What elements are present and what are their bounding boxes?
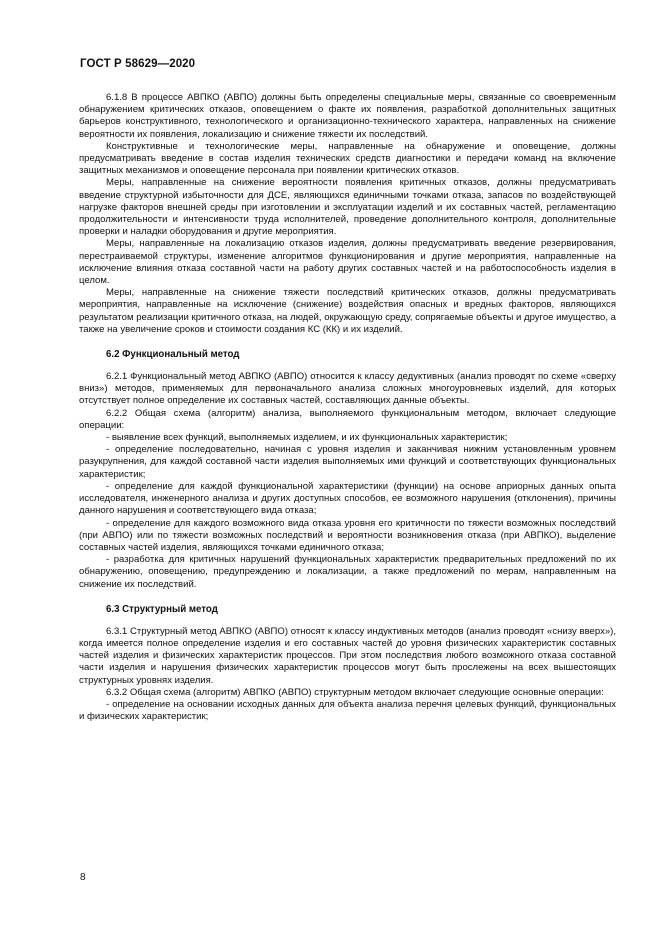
paragraph: 6.2.2 Общая схема (алгоритм) анализа, выполняемого функциональным методом, включает следующие операции: xyxy=(79,407,616,431)
paragraph: Меры, направленные на снижение тяжести последствий критических отказов, должны предусматривать мероприятия, направленные на исключение (снижение) воздействия опасных и вредных факторов, являющихся результатом реализации критичного отказа, на людей, окружающую среду, сопрягаемые объекты и другое имущество, а также на увеличение сроков и стоимости создания КС (КК) и их изделий. xyxy=(79,287,616,335)
paragraph: Меры, направленные на локализацию отказов изделия, должны предусматривать введение резервирования, перестраиваемой структуры, изменение алгоритмов функционирования и другие мероприятия, направленные на исключение влияния отказа составной части на работу других составных частей и на работоспособность изделия в целом. xyxy=(79,238,616,287)
list-item: - определение последовательно, начиная с уровня изделия и заканчивая нижним установленным уровнем разукрупнения, для каждой составной части изделия выполняемых ими функций и соответствующих функциональных характеристик; xyxy=(79,444,616,480)
paragraph: 6.1.8 В процессе АВПКО (АВПО) должны быть определены специальные меры, связанные со своевременным обнаружением критических отказов, оповещением о факте их появления, разработкой дополнительных защитных барьеров конструктивного, технологического и организационно-технического характера, направленных на снижение вероятности их появления, локализацию и снижение тяжести их последствий. xyxy=(79,92,616,140)
list-item: - определение для каждого возможного вида отказа уровня его критичности по тяжести возможных последствий (при АВПО) или по тяжести возможных последствий и вероятности возникновения отказа (при АВПКО), выделение составных частей изделия, являющихся точками единичного отказа; xyxy=(79,517,616,553)
paragraph: 6.3.2 Общая схема (алгоритм) АВПКО (АВПО) структурным методом включает следующие основные операции: xyxy=(106,686,604,698)
paragraph: Меры, направленные на снижение вероятности появления критичных отказов, должны предусматривать введение структурной избыточности для ДСЕ, являющихся единичными точками отказа, запасов по воздействующей нагрузке факторов внешней среды при изготовлении и эксплуатации изделий и их составных частей, регламентацию продолжительности и интенсивности труда исполнителей, проведение дополнительного контроля, дополнительные проверки и наладки оборудования и другие мероприятия. xyxy=(79,177,616,238)
list-item: - определение для каждой функциональной характеристики (функции) на основе априорных данных опыта исследователя, инженерного анализа и других доступных способов, ее возможного нарушения (отклонения), причины данного нарушения и соответствующего вида отказа; xyxy=(79,480,616,517)
document-header: ГОСТ Р 58629—2020 xyxy=(80,58,196,70)
list-item: - выявление всех функций, выполняемых изделием, и их функциональных характеристик; xyxy=(106,432,508,444)
document-body xyxy=(79,92,616,723)
page-number: 8 xyxy=(80,872,86,883)
paragraph: Конструктивные и технологические меры, направленные на обнаружение и оповещение, должны предусматривать введение в состав изделия технических средств диагностики и передачи команд на включение защитных механизмов и оповещение персонала при появлении критических отказов. xyxy=(79,140,616,177)
paragraph: 6.3.1 Структурный метод АВПКО (АВПО) относят к классу индуктивных методов (анализ проводят «снизу вверх»), когда имеется полное определение изделия и его составных частей до уровня физических характеристик составных частей изделия и физических характеристик процессов. При этом последствия любого возможного отказа составной части изделия и нарушения физических характеристик процессов могут быть прослежены на всех вышестоящих структурных уровнях изделия. xyxy=(79,625,616,686)
section-heading-6-3: 6.3 Структурный метод xyxy=(106,603,218,615)
section-heading-6-2: 6.2 Функциональный метод xyxy=(106,349,240,361)
list-item: - определение на основании исходных данных для объекта анализа перечня целевых функций, функциональных и физических характеристик; xyxy=(79,698,616,723)
paragraph: 6.2.1 Функциональный метод АВПКО (АВПО) относится к классу дедуктивных (анализ проводят по схеме «сверху вниз») методов, применяемых для первоначального анализа сложных многоуровневых изделий, для которых отсутствует полное определение их составных частей, составляющих данные объекты. xyxy=(79,371,616,407)
list-item: - разработка для критичных нарушений функциональных характеристик предварительных предложений по их обнаружению, оповещению, предупреждению и локализации, а также предложений по мерам, направленным на снижение их последствий. xyxy=(79,554,616,590)
